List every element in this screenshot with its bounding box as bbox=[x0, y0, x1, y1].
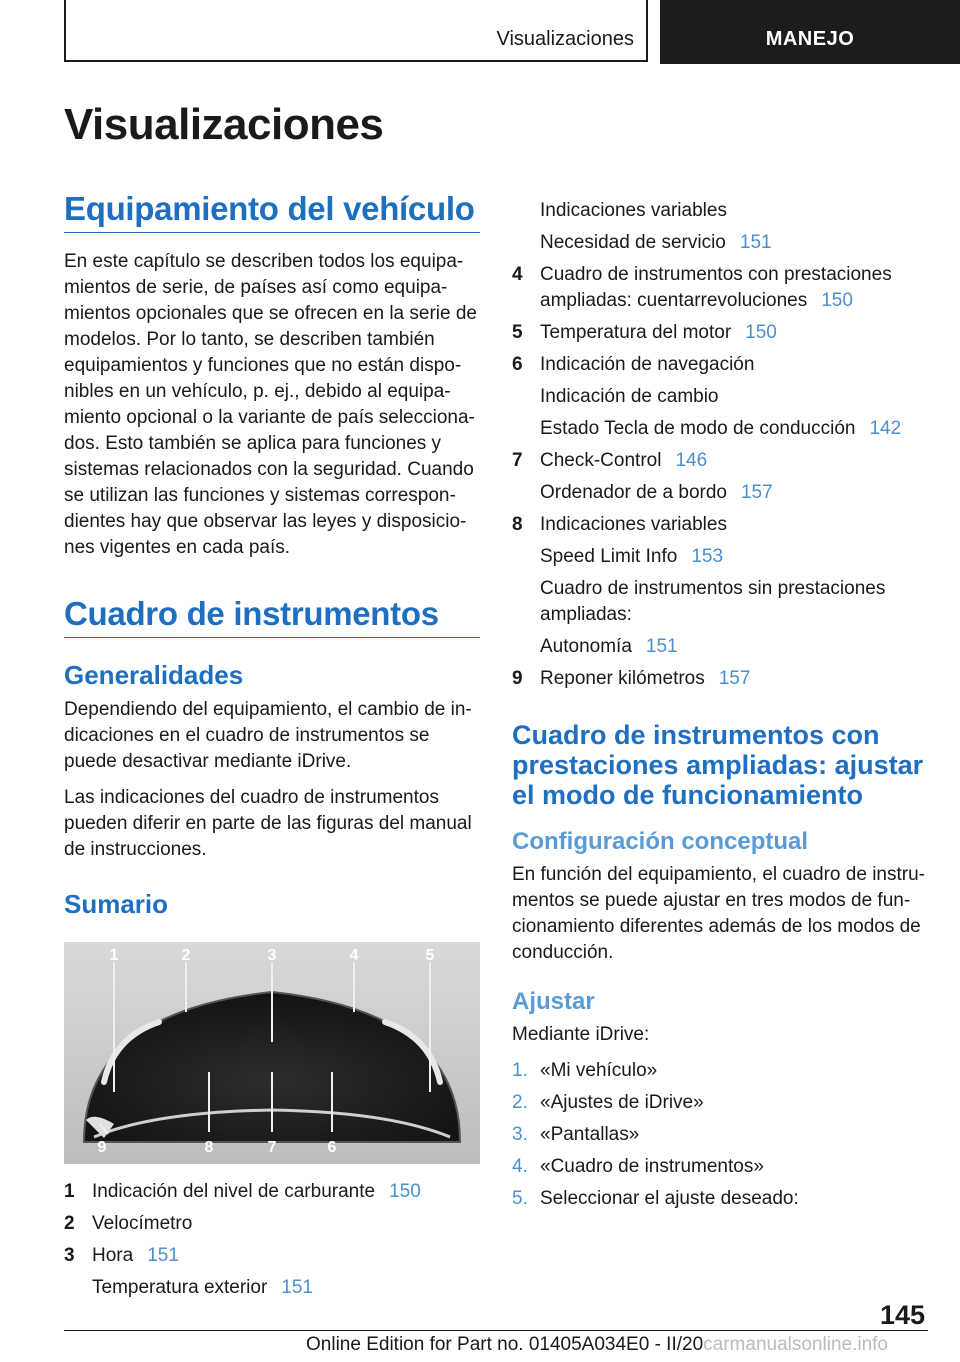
header-chapter: MANEJO bbox=[765, 28, 855, 50]
page-ref-link[interactable]: 150 bbox=[389, 1181, 421, 1202]
list-item: 1 Indicación del nivel de carburante 150 bbox=[64, 1181, 421, 1202]
paragraph-generalidades-1: Dependiendo del equipamiento, el cambio de in‐dicaciones en el cuadro de instrumentos se puede desactivar mediante iDrive. bbox=[64, 699, 472, 772]
heading-ajustar-modo: Cuadro de instrumentos con prestaciones ampliadas: ajustar el modo de funcionamiento bbox=[512, 720, 924, 810]
list-subitem: Speed Limit Info 153 bbox=[540, 546, 724, 567]
page-ref-link[interactable]: 157 bbox=[740, 482, 773, 503]
list-subitem: Estado Tecla de modo de conducción 142 bbox=[540, 418, 902, 439]
callout-6: 6 bbox=[327, 1139, 337, 1156]
paragraph-generalidades-2: Las indicaciones del cuadro de instrumentos pueden diferir en parte de las figuras del manual de instrucciones. bbox=[64, 787, 472, 860]
page-ref-link[interactable]: 146 bbox=[675, 450, 708, 471]
callout-2: 2 bbox=[181, 947, 191, 964]
page-number: 145 bbox=[880, 1300, 926, 1330]
left-column bbox=[64, 190, 480, 1307]
list-subitem: Indicación de cambio bbox=[540, 386, 719, 407]
callout-7: 7 bbox=[267, 1139, 277, 1156]
page-ref-link[interactable]: 151 bbox=[147, 1245, 179, 1266]
step-item: 2. «Ajustes de iDrive» bbox=[512, 1092, 704, 1113]
heading-equipamiento: Equipamiento del vehículo bbox=[64, 190, 480, 233]
list-item: 3 Hora 151 bbox=[64, 1245, 179, 1266]
paragraph-ajustar: Mediante iDrive: bbox=[512, 1024, 650, 1045]
page-ref-link[interactable]: 151 bbox=[645, 636, 678, 657]
page-ref-link[interactable]: 151 bbox=[281, 1277, 313, 1298]
list-subitem: Indicaciones variables bbox=[540, 200, 727, 221]
instrument-cluster-figure bbox=[64, 942, 480, 1164]
page-title: Visualizaciones bbox=[64, 100, 384, 149]
list-item: 4 Cuadro de instrumentos con prestaciones ampliadas: cuentarrevoluciones 150 bbox=[512, 264, 892, 311]
page-ref-link[interactable]: 150 bbox=[745, 322, 777, 343]
paragraph-equipamiento: En este capítulo se describen todos los equipa‐mientos de serie, de países así como equipa‐mientos opcionales que se ofrecen en la serie de modelos. Por lo tanto, se describen también equipamientos y funciones que no están dispo‐nibles en un vehículo, p. ej., debido al equipa‐miento opcional o la variante de país selecciona‐dos. Esto también se aplica para funciones y sistemas relacionados con la seguridad. Cuando se utilizan las funciones y sistemas correspon‐dientes hay que observar las leyes y disposicio‐nes vigentes en cada país. bbox=[64, 251, 477, 558]
footer bbox=[306, 1334, 888, 1356]
footer-divider bbox=[64, 1330, 928, 1331]
header-section-box bbox=[64, 0, 648, 62]
callout-8: 8 bbox=[204, 1139, 214, 1156]
step-item: 5. Seleccionar el ajuste deseado: bbox=[512, 1188, 799, 1209]
callout-5: 5 bbox=[425, 947, 435, 964]
heading-generalidades: Generalidades bbox=[64, 660, 244, 690]
callout-3: 3 bbox=[267, 947, 277, 964]
step-item: 1. «Mi vehículo» bbox=[512, 1060, 658, 1081]
list-item: 5 Temperatura del motor 150 bbox=[512, 322, 777, 343]
footer-text: Online Edition for Part no. 01405A034E0 - II/20 bbox=[306, 1334, 704, 1355]
list-subitem: Autonomía 151 bbox=[540, 636, 678, 657]
page-ref-link[interactable]: 150 bbox=[821, 290, 853, 311]
paragraph-configuracion: En función del equipamiento, el cuadro de instru‐mentos se puede ajustar en tres modos de fun‐cionamiento diferentes además de los modos de conducción. bbox=[512, 864, 925, 963]
footer-watermark: carmanualsonline.info bbox=[703, 1334, 888, 1355]
heading-sumario: Sumario bbox=[64, 889, 169, 919]
summary-list-left bbox=[64, 1179, 480, 1301]
step-item: 4. «Cuadro de instrumentos» bbox=[512, 1156, 764, 1177]
header-section: Visualizaciones bbox=[496, 28, 634, 50]
list-subitem: Temperatura exterior 151 bbox=[92, 1277, 313, 1298]
page-ref-link[interactable]: 142 bbox=[869, 418, 902, 439]
list-item: 6 Indicación de navegación bbox=[512, 354, 755, 375]
list-subitem: Ordenador de a bordo 157 bbox=[540, 482, 773, 503]
list-subitem: Necesidad de servicio 151 bbox=[540, 232, 772, 253]
page-ref-link[interactable]: 151 bbox=[739, 232, 772, 253]
callout-1: 1 bbox=[109, 947, 119, 964]
heading-cuadro: Cuadro de instrumentos bbox=[64, 595, 480, 638]
callout-4: 4 bbox=[349, 947, 359, 964]
list-item: 7 Check-Control 146 bbox=[512, 450, 708, 471]
callout-9: 9 bbox=[97, 1139, 107, 1156]
page-ref-link[interactable]: 157 bbox=[718, 668, 751, 689]
page-ref-link[interactable]: 153 bbox=[691, 546, 724, 567]
steps-list bbox=[512, 1058, 928, 1212]
right-column bbox=[512, 198, 928, 1218]
header-chapter-tab bbox=[660, 0, 960, 64]
list-item: 8 Indicaciones variables bbox=[512, 514, 727, 535]
list-item: 9 Reponer kilómetros 157 bbox=[512, 668, 751, 689]
heading-configuracion: Configuración conceptual bbox=[512, 828, 809, 855]
list-item: 2 Velocímetro bbox=[64, 1213, 193, 1234]
step-item: 3. «Pantallas» bbox=[512, 1124, 640, 1145]
list-subitem: Cuadro de instrumentos sin prestaciones ampliadas: bbox=[540, 578, 886, 625]
heading-ajustar: Ajustar bbox=[512, 988, 595, 1015]
